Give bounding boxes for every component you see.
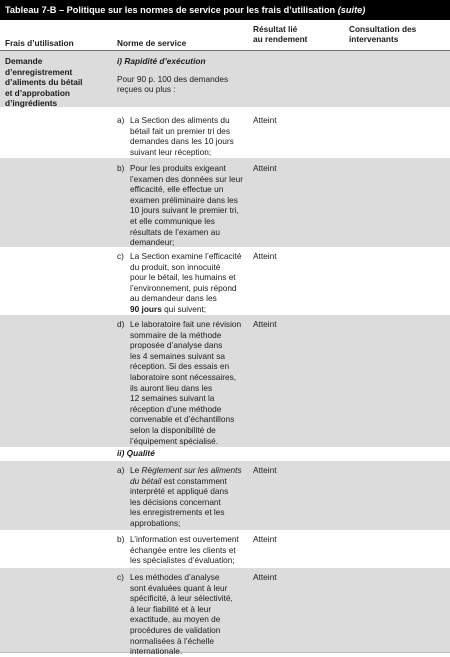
table-row-section-ii (0, 447, 450, 461)
frais-cell: Demande d’enregistrement d’aliments du bétail et d’approbation d’ingrédients (5, 56, 83, 109)
table-title-suffix: (suite) (337, 5, 366, 15)
table-row: b) Pour les produits exigeant l’examen des données sur leur efficacité, elle effectue un examen préliminaire dans les 10 jours suivant le premier tri, et elle communique les résultats de l’examen au demandeur; Atteint (0, 158, 450, 247)
result-cell: Atteint (253, 115, 277, 125)
section-i-label: i) Rapidité d’exécution (117, 56, 206, 66)
section-i-cell: i) Rapidité d’exécution Pour 90 p. 100 des demandes reçues ou plus : (117, 56, 245, 95)
table-title (0, 0, 450, 20)
table-row: a) La Section des aliments du bétail fait un premier tri des demandes dans les 10 jours suivant leur réception; Atteint (117, 115, 277, 157)
result-cell: Atteint (253, 572, 277, 582)
table-row: c) La Section examine l’efficacité du produit, son innocuité pour le bétail, les humains et l’environnement, puis répond au demandeur dans les 90 jours qui suivent; Atteint (117, 251, 277, 314)
table-row: a) Le Règlement sur les aliments du bétail est constamment interprété et appliqué dans les décisions concernant les enregistrements et les approbations; Atteint (0, 461, 450, 530)
header-consultation: Consultation des intervenants (349, 24, 417, 44)
section-ii-label: ii) Qualité (117, 448, 155, 458)
result-cell: Atteint (253, 319, 277, 329)
result-cell: Atteint (253, 163, 277, 173)
table-row-intro (0, 51, 450, 107)
table-row: d) Le laboratoire fait une révision sommaire de la méthode proposée d’analyse dans les 4 semaines suivant sa réception. Si des essais en laboratoire sont nécessaires, ils auront lieu dans les 12 semaines suivant la réception d’une méthode convenable et d’échantillons selon la disponibilité de l’équipement spécialisé. Atteint (0, 315, 450, 447)
result-cell: Atteint (253, 534, 277, 544)
result-cell: Atteint (253, 465, 277, 475)
header-frais: Frais d’utilisation (5, 38, 74, 48)
header-resultat: Résultat lié au rendement (253, 24, 308, 44)
header-norme: Norme de service (117, 38, 187, 48)
table-title-main: Tableau 7-B – Politique sur les normes de service pour les frais d’utilisation (5, 5, 336, 15)
result-cell: Atteint (253, 251, 277, 261)
table-row: c) Les méthodes d’analyse sont évaluées quant à leur spécificité, à leur sélectivité, à leur fiabilité et à leur exactitude, au moyen de procédures de validation normalisées à l’échelle internationale. Atteint (0, 568, 450, 653)
table-row: b) L’information est ouvertement échangée entre les clients et les spécialistes d’évaluation; Atteint (117, 534, 277, 566)
